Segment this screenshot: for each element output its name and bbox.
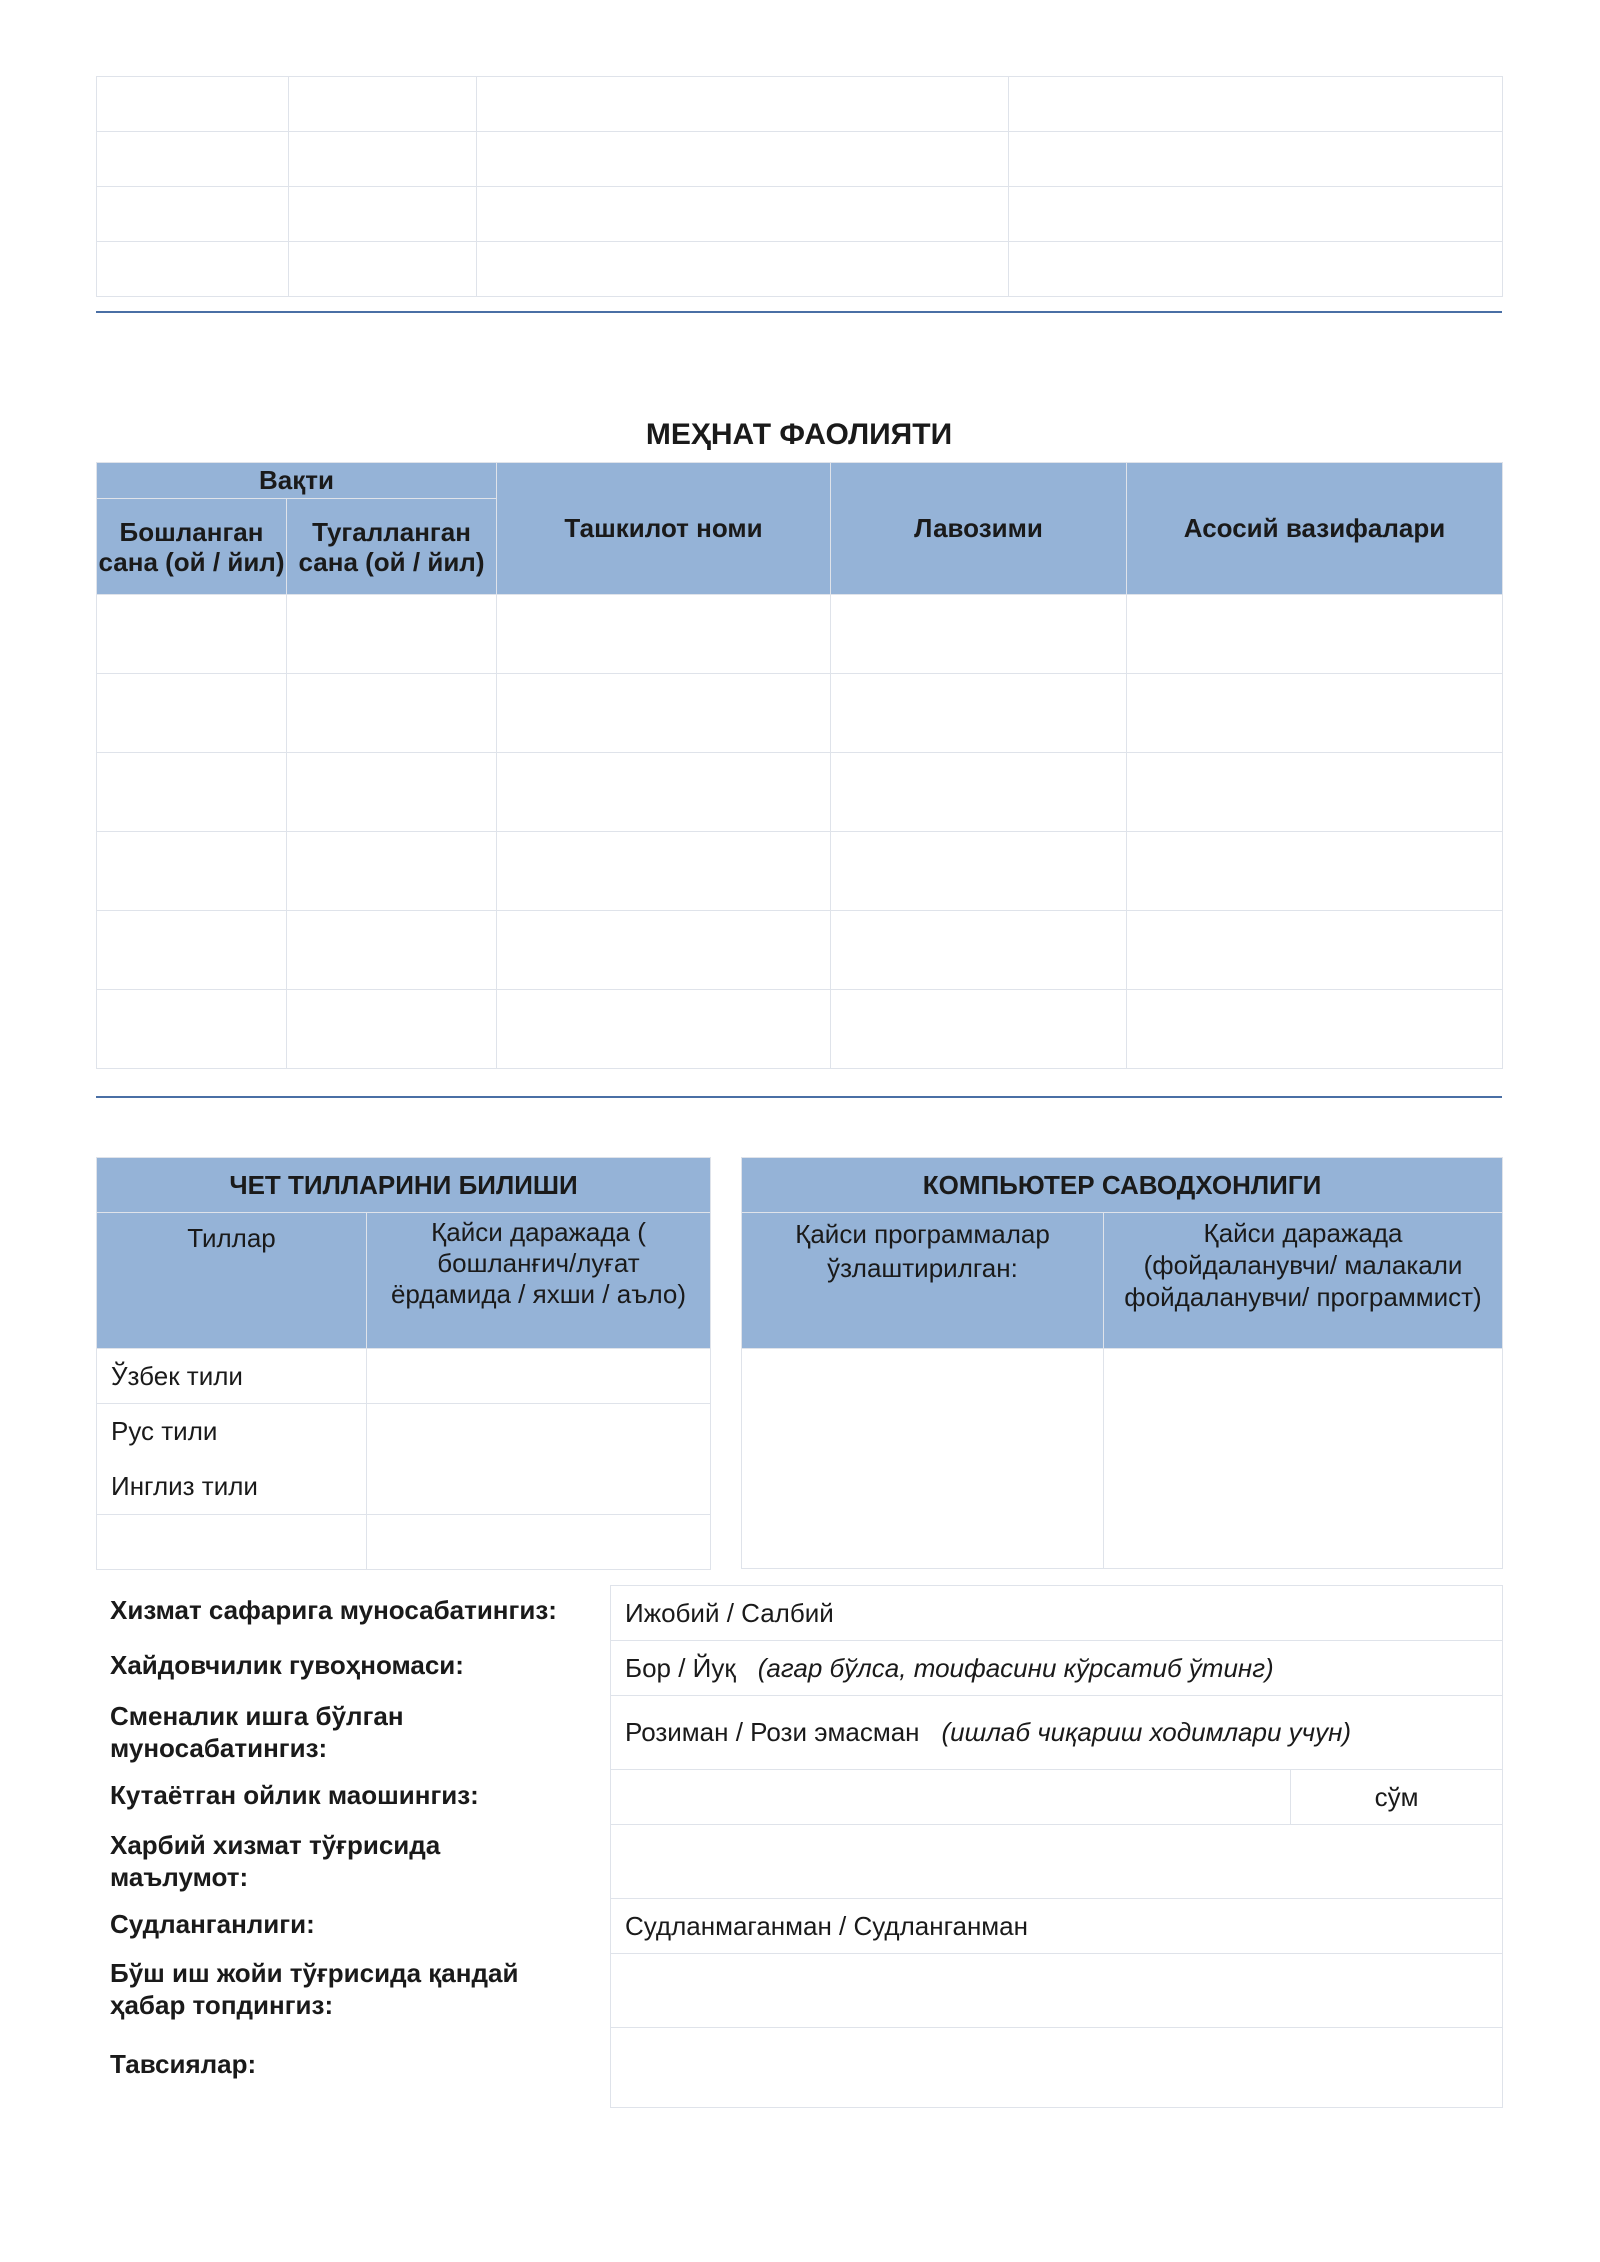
table-cell[interactable] [1009, 242, 1503, 297]
table-cell[interactable] [287, 674, 497, 753]
languages-title: ЧЕТ ТИЛЛАРИНИ БИЛИШИ [97, 1158, 711, 1213]
table-cell[interactable] [97, 990, 287, 1069]
language-row-empty[interactable] [97, 1515, 367, 1570]
military-label: Харбий хизмат тўғрисида маълумот: [110, 1830, 441, 1892]
table-cell[interactable] [97, 242, 289, 297]
table-cell[interactable] [1009, 132, 1503, 187]
table-cell[interactable] [477, 242, 1009, 297]
vacancy-input[interactable] [611, 1954, 1503, 2028]
table-cell[interactable] [497, 990, 831, 1069]
table-cell[interactable] [831, 990, 1127, 1069]
recommend-label: Тавсиялар: [110, 2049, 257, 2079]
trip-value[interactable]: Ижобий / Салбий [611, 1586, 1503, 1641]
language-row-english: Инглиз тили [111, 1471, 258, 1501]
table-cell[interactable] [97, 187, 289, 242]
table-cell[interactable] [289, 187, 477, 242]
table-cell[interactable] [497, 911, 831, 990]
languages-col-lang: Тиллар [97, 1213, 367, 1349]
trip-label: Хизмат сафарига муносабатингиз: [110, 1595, 557, 1625]
license-label: Хайдовчилик гувоҳномаси: [110, 1650, 464, 1680]
table-cell[interactable] [1127, 990, 1503, 1069]
table-cell[interactable] [1127, 595, 1503, 674]
table-cell[interactable] [497, 753, 831, 832]
table-cell[interactable] [477, 187, 1009, 242]
table-cell[interactable] [831, 753, 1127, 832]
section-divider [96, 311, 1502, 313]
military-input[interactable] [611, 1825, 1503, 1899]
section-divider [96, 1096, 1502, 1098]
language-row-uzbek: Ўзбек тили [97, 1349, 367, 1404]
table-cell[interactable] [289, 77, 477, 132]
table-cell[interactable] [497, 595, 831, 674]
shift-cell[interactable] [611, 1696, 1503, 1770]
table-cell[interactable] [497, 832, 831, 911]
license-value: Бор / Йуқ [625, 1652, 736, 1683]
computer-table [741, 1157, 1503, 1569]
license-cell[interactable] [611, 1641, 1503, 1696]
table-cell[interactable] [831, 832, 1127, 911]
table-cell[interactable] [831, 595, 1127, 674]
info-values-table [610, 1585, 1503, 2108]
work-table [96, 462, 1503, 1069]
table-cell[interactable] [97, 595, 287, 674]
table-cell[interactable] [1009, 187, 1503, 242]
table-cell[interactable] [1127, 832, 1503, 911]
salary-label: Кутаётган ойлик маошингиз: [110, 1780, 479, 1810]
table-cell[interactable] [287, 911, 497, 990]
shift-note: (ишлаб чиқариш ходимлари учун) [941, 1717, 1352, 1747]
table-cell[interactable] [1009, 77, 1503, 132]
table-cell[interactable] [1127, 911, 1503, 990]
table-cell[interactable] [289, 132, 477, 187]
table-cell[interactable] [287, 990, 497, 1069]
table-cell[interactable] [477, 132, 1009, 187]
table-cell[interactable] [497, 674, 831, 753]
time-group-header: Вақти [97, 463, 497, 499]
languages-table [96, 1157, 711, 1570]
convict-label: Судланганлиги: [110, 1909, 315, 1939]
salary-input[interactable] [611, 1770, 1291, 1825]
shift-value: Розиман / Рози эмасман [625, 1717, 920, 1747]
end-date-header: Тугалланган сана (ой / йил) [287, 499, 497, 595]
top-table [96, 76, 1503, 297]
convict-value[interactable]: Судланмаганман / Судланганман [611, 1899, 1503, 1954]
table-cell[interactable] [1127, 674, 1503, 753]
position-header: Лавозими [831, 463, 1127, 595]
computer-col-programs: Қайси программалар ўзлаштирилган: [742, 1213, 1104, 1349]
table-cell[interactable] [1127, 753, 1503, 832]
language-level-cell[interactable] [367, 1515, 711, 1570]
table-cell[interactable] [287, 753, 497, 832]
table-cell[interactable] [477, 77, 1009, 132]
language-rows-ru-en [97, 1404, 367, 1515]
vacancy-label: Бўш иш жойи тўғрисида қандай ҳабар топдингиз: [110, 1958, 519, 2020]
table-cell[interactable] [287, 595, 497, 674]
table-cell[interactable] [97, 911, 287, 990]
shift-label: Сменалик ишга бўлган муносабатингиз: [110, 1701, 404, 1763]
table-cell[interactable] [97, 132, 289, 187]
table-cell[interactable] [831, 911, 1127, 990]
license-note: (агар бўлса, тоифасини кўрсатиб ўтинг) [757, 1652, 1274, 1683]
computer-programs-cell[interactable] [742, 1349, 1104, 1569]
computer-level-cell[interactable] [1104, 1349, 1503, 1569]
languages-col-level: Қайси даражада ( бошланғич/луғат ёрдамида / яхши / аъло) [367, 1213, 711, 1349]
computer-title: КОМПЬЮТЕР САВОДХОНЛИГИ [742, 1158, 1503, 1213]
table-cell[interactable] [831, 674, 1127, 753]
recommend-input[interactable] [611, 2028, 1503, 2108]
table-cell[interactable] [97, 674, 287, 753]
language-level-cell[interactable] [367, 1349, 711, 1404]
computer-col-level: Қайси даражада (фойдаланувчи/ малакали фойдаланувчи/ программист) [1104, 1213, 1503, 1349]
table-cell[interactable] [287, 832, 497, 911]
org-header: Ташкилот номи [497, 463, 831, 595]
table-cell[interactable] [289, 242, 477, 297]
work-section-title: МЕҲНАТ ФАОЛИЯТИ [645, 418, 953, 451]
start-date-header: Бошланган сана (ой / йил) [97, 499, 287, 595]
table-cell[interactable] [97, 77, 289, 132]
language-level-cell[interactable] [367, 1404, 711, 1515]
salary-unit: сўм [1291, 1770, 1503, 1825]
language-row-russian: Рус тили [111, 1416, 218, 1446]
table-cell[interactable] [97, 832, 287, 911]
duties-header: Асосий вазифалари [1127, 463, 1503, 595]
table-cell[interactable] [97, 753, 287, 832]
